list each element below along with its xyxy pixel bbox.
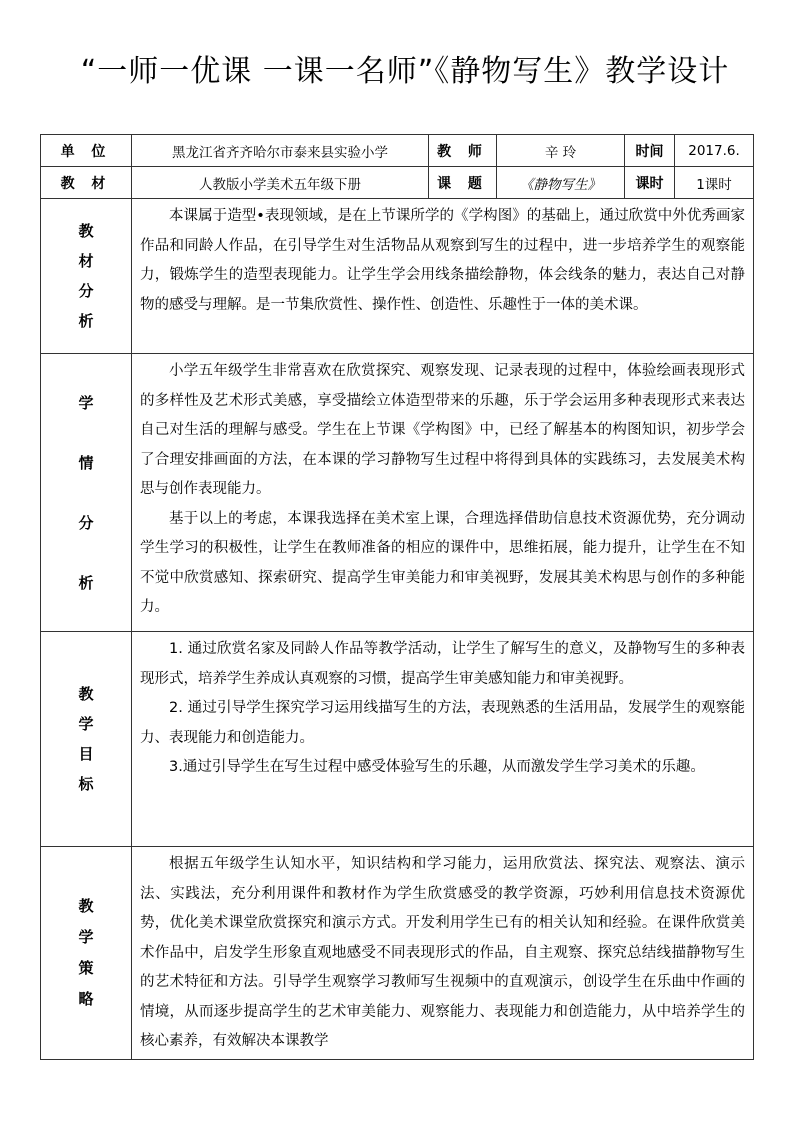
textbook-value: 人教版小学美术五年级下册: [132, 167, 429, 199]
paragraph: 3.通过引导学生在写生过程中感受体验写生的乐趣，从而激发学生学习美术的乐趣。: [169, 759, 705, 775]
teacher-label: 教 师: [429, 135, 497, 167]
section-teaching-objectives: [41, 632, 754, 847]
section-textbook-analysis: [41, 199, 754, 354]
section-body: [132, 354, 754, 632]
paragraph: 根据五年级学生认知水平，知识结构和学习能力，运用欣赏法、探究法、观察法、演示法、实践法，充分利用课件和教材作为学生欣赏感受的教学资源，巧妙利用信息技术资源优势，优化美术课堂欣赏探究和演示方式。开发利用学生已有的相关认知和经验。在课件欣赏美术作品中，启发学生形象直观地感受不同表现形式的作品，自主观察、探究总结线描静物写生的艺术特征和方法。引导学生观察学习教师写生视频中的直观演示，创设学生在乐曲中作画的情境，从而逐步提高学生的艺术审美能力、观察能力、表现能力和创造能力，从中培养学生的核心素养，有效解决本课教学: [140, 856, 745, 1049]
paragraph: 小学五年级学生非常喜欢在欣赏探究、观察发现、记录表现的过程中，体验绘画表现形式的多样性及艺术形式美感，享受描绘立体造型带来的乐趣，乐于学会运用多种表现形式来表达自己对生活的理解与感受。学生在上节课《学构图》中，已经了解基本的构图知识，初步学会了合理安排画面的方法，在本课的学习静物写生过程中将得到具体的实践练习，去发展美术构思与创作表现能力。: [140, 363, 745, 497]
textbook-label: 教 材: [41, 167, 132, 199]
section-student-analysis: [41, 354, 754, 632]
section-body: [132, 632, 754, 847]
section-label: 教 学 策 略: [41, 847, 132, 1060]
paragraph: 本课属于造型•表现领域，是在上节课所学的《学构图》的基础上，通过欣赏中外优秀画家作品和同龄人作品，在引导学生对生活物品从观察到写生的过程中，进一步培养学生的观察能力，锻炼学生的造型表现能力。让学生学会用线条描绘静物，体会线条的魅力，表达自己对静物的感受与理解。是一节集欣赏性、操作性、创造性、乐趣性于一体的美术课。: [140, 208, 745, 313]
hours-label: 课时: [625, 167, 675, 199]
topic-value: 《静物写生》: [497, 167, 625, 199]
section-label: 教 材 分 析: [41, 199, 132, 354]
paragraph: 1. 通过欣赏名家及同龄人作品等教学活动，让学生了解写生的意义，及静物写生的多种表现形式，培养学生养成认真观察的习惯，提高学生审美感知能力和审美视野。: [140, 641, 745, 687]
teacher-value: 辛 玲: [497, 135, 625, 167]
paragraph: 2. 通过引导学生探究学习运用线描写生的方法，表现熟悉的生活用品，发展学生的观察能力、表现能力和创造能力。: [140, 700, 745, 746]
header-row-2: [41, 167, 754, 199]
section-teaching-strategy: [41, 847, 754, 1060]
hours-value: 1课时: [675, 167, 754, 199]
topic-label: 课 题: [429, 167, 497, 199]
unit-value: 黑龙江省齐齐哈尔市泰来县实验小学: [132, 135, 429, 167]
section-label: 教 学 目 标: [41, 632, 132, 847]
time-label: 时间: [625, 135, 675, 167]
lesson-plan-table: [40, 134, 754, 1060]
unit-label: 单 位: [41, 135, 132, 167]
time-value: 2017.6.: [675, 135, 754, 167]
section-body: [132, 199, 754, 354]
header-row-1: [41, 135, 754, 167]
document-title: “一师一优课 一课一名师”《静物写生》教学设计: [80, 54, 730, 89]
section-label: 学 情 分 析: [41, 354, 132, 632]
section-body: [132, 847, 754, 1060]
paragraph: 基于以上的考虑，本课我选择在美术室上课，合理选择借助信息技术资源优势，充分调动学生学习的积极性，让学生在教师准备的相应的课件中，思维拓展，能力提升，让学生在不知不觉中欣赏感知、探索研究、提高学生审美能力和审美视野，发展其美术构思与创作的多种能力。: [140, 510, 745, 615]
